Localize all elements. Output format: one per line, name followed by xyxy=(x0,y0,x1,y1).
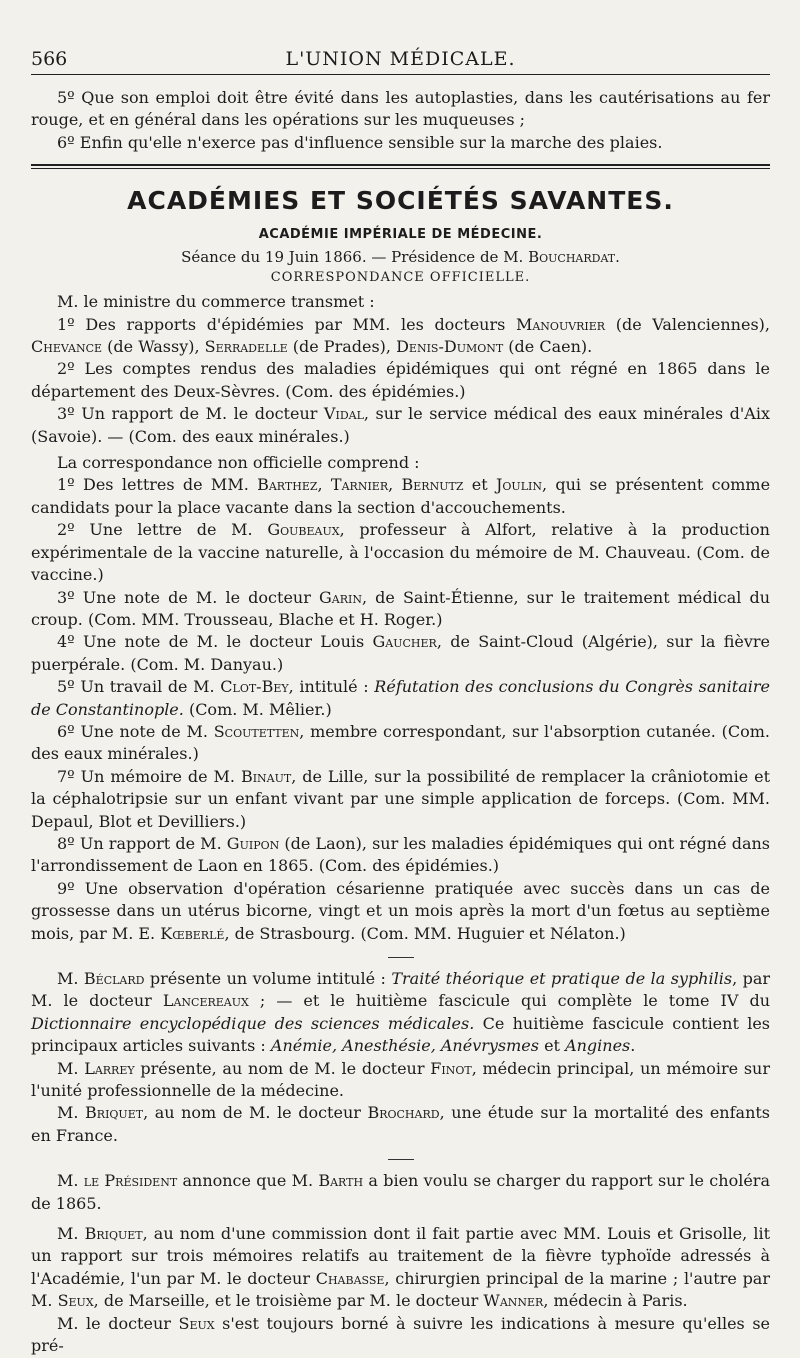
nonofficial-intro: La correspondance non officielle comprend : xyxy=(57,453,420,473)
running-title: L'UNION MÉDICALE. xyxy=(285,48,516,70)
nonofficial-item-7: 7º Un mémoire de M. Binaut, de Lille, sur la possibilité de remplacer la crâniotomie et la céphalotripsie sur un enfant vivant par une simple application de forceps. (Com. MM. Depaul, Blot et Devilliers.) xyxy=(31,766,771,831)
proceeding-briquet: M. Briquet, au nom d'une commission dont il fait partie avec MM. Louis et Grisolle, lit un rapport sur trois mémoires relatifs au traitement de la fièvre typhoïde adressés à l'Académie, l'un par M. le docteur Chabasse, chirurgien principal de la marine ; l'autre par M. Seux, de Marseille, et le troisième par M. le docteur Wanner, médecin à Paris. xyxy=(31,1224,770,1311)
presentation-briquet: M. Briquet, au nom de M. le docteur Brochard, une étude sur la mortalité des enfants en France. xyxy=(31,1103,771,1145)
nonofficial-item-3: 3º Une note de M. le docteur Garin, de Saint-Étienne, sur le traitement médical du croup. (Com. MM. Trousseau, Blache et H. Roger.) xyxy=(31,587,770,629)
nonofficial-item-2: 2º Une lettre de M. Goubeaux, professeur à Alfort, relative à la production expérimentale de la vaccine naturelle, à l'occasion du mémoire de M. Chauveau. (Com. de vaccine.) xyxy=(31,520,770,585)
nonofficial-item-4: 4º Une note de M. le docteur Louis Gaucher, de Saint-Cloud (Algérie), sur la fièvre puerpérale. (Com. M. Danyau.) xyxy=(31,632,770,674)
presentations xyxy=(31,968,770,1147)
nonofficial-item-5: 5º Un travail de M. Clot-Bey, intitulé : Réfutation des conclusions du Congrès sanitaire de Constantinople. (Com. M. Mêlier.) xyxy=(31,677,771,719)
nonofficial-item-1: 1º Des lettres de MM. Barthez, Tarnier, Bernutz et Joulin, qui se présentent comme candidats pour la place vacante dans la section d'accouchements. xyxy=(31,475,771,517)
intro-item-6: 6º Enfin qu'elle n'exerce pas d'influence sensible sur la marche des plaies. xyxy=(57,132,663,152)
official-correspondence xyxy=(31,291,770,945)
page-header xyxy=(31,42,770,74)
section-divider xyxy=(31,164,770,169)
section-title: ACADÉMIES ET SOCIÉTÉS SAVANTES. xyxy=(127,186,674,216)
official-intro: M. le ministre du commerce transmet : xyxy=(57,292,375,312)
header-rule xyxy=(31,74,770,75)
proceeding-president: M. le Président annonce que M. Barth a bien voulu se charger du rapport sur le choléra de 1865. xyxy=(31,1171,770,1213)
proceeding-seux: M. le docteur Seux s'est toujours borné à suivre les indications à mesure qu'elles se pré- xyxy=(31,1313,770,1356)
presentation-beclard: M. Béclard présente un volume intitulé : Traité théorique et pratique de la syphilis, par M. le docteur Lancereaux ; — et le huitième fascicule qui complète le tome IV du Dictionnaire encyclopédique des sciences médicales. Ce huitième fascicule contient les principaux articles suivants : Anémie, Anesthésie, Anévrysmes et Angines. xyxy=(31,969,771,1056)
page-number: 566 xyxy=(31,48,68,70)
official-item-1: 1º Des rapports d'épidémies par MM. les docteurs Manouvrier (de Valenciennes), Chevance (de Wassy), Serradelle (de Prades), Denis-Dumont (de Caen). xyxy=(31,314,770,357)
president-name: Bouchardat xyxy=(528,248,616,267)
nonofficial-item-9: 9º Une observation d'opération césarienne pratiquée avec succès dans un cas de grossesse dans un utérus bicorne, vingt et un mois après la mort d'un fœtus au septième mois, par M. E. Kœberlé, de Strasbourg. (Com. MM. Huguier et Nélaton.) xyxy=(31,878,770,943)
intro-text xyxy=(31,87,770,154)
nonofficial-item-8: 8º Un rapport de M. Guipon (de Laon), sur les maladies épidémiques qui ont régné dans l'arrondissement de Laon en 1865. (Com. des épidémies.) xyxy=(31,833,770,876)
presentation-larrey: M. Larrey présente, au nom de M. le docteur Finot, médecin principal, un mémoire sur l'unité professionnelle de la médecine. xyxy=(31,1058,771,1101)
official-item-2: 2º Les comptes rendus des maladies épidémiques qui ont régné en 1865 dans le département des Deux-Sèvres. (Com. des épidémies.) xyxy=(31,359,770,401)
correspondence-title: CORRESPONDANCE OFFICIELLE. xyxy=(270,270,531,286)
separator-rule-2 xyxy=(388,1159,414,1160)
session-line: Séance du 19 Juin 1866. — Présidence de M. Bouchardat. xyxy=(181,248,620,267)
official-item-3: 3º Un rapport de M. le docteur Vidal, sur le service médical des eaux minérales d'Aix (Savoie). — (Com. des eaux minérales.) xyxy=(31,404,770,446)
nonofficial-item-6: 6º Une note de M. Scoutetten, membre correspondant, sur l'absorption cutanée. (Com. des eaux minérales.) xyxy=(31,721,771,764)
proceedings xyxy=(31,1170,770,1357)
subsection-title: ACADÉMIE IMPÉRIALE DE MÉDECINE. xyxy=(258,227,543,243)
intro-item-5: 5º Que son emploi doit être évité dans les autoplasties, dans les cautérisations au fer rouge, et en général dans les opérations sur les muqueuses ; xyxy=(31,88,770,130)
separator-rule xyxy=(388,957,414,958)
